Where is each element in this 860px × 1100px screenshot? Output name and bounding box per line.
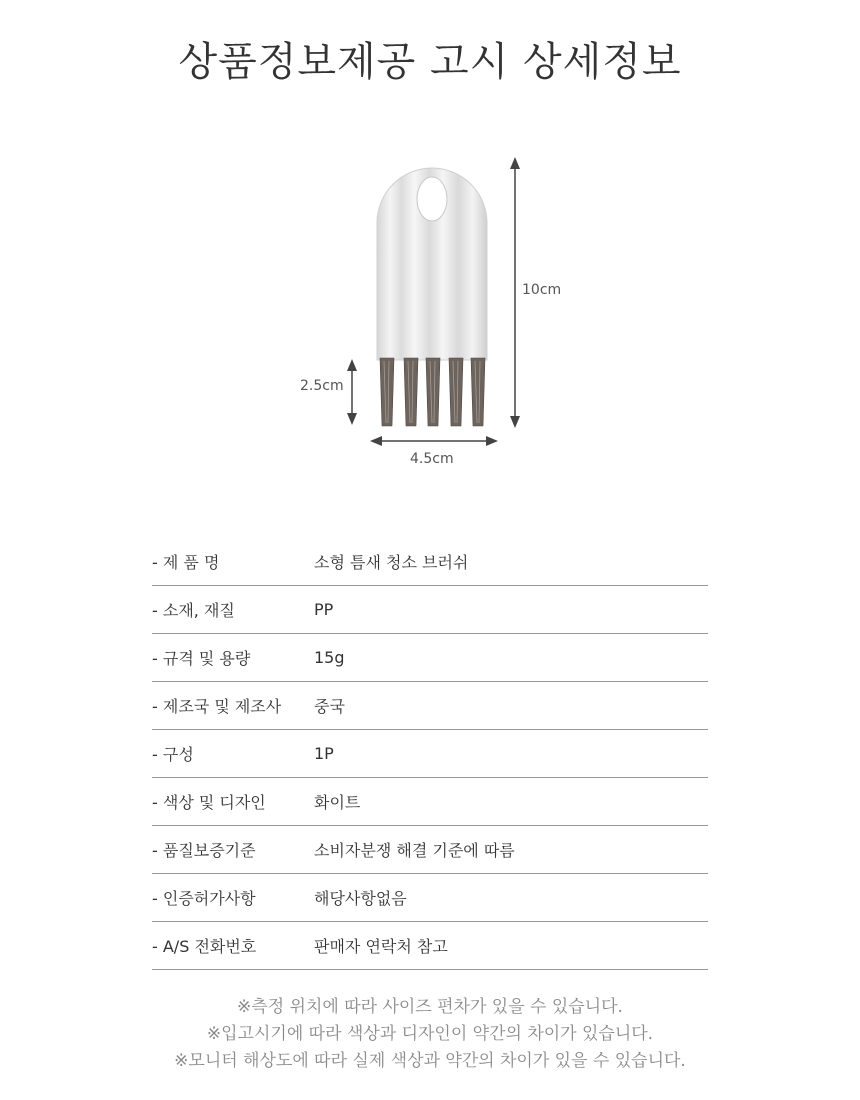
page-title: 상품정보제공 고시 상세정보 [178,39,682,85]
spec-value: PP [314,600,334,619]
spec-value: 판매자 연락처 참고 [314,937,448,956]
spec-row-certification [152,874,708,922]
height-dimension-label: 10cm [522,282,562,298]
spec-label: - 소재, 재질 [152,601,235,620]
spec-label: - 인증허가사항 [152,889,256,908]
spec-label: - 품질보증기준 [152,841,256,860]
height-dimension-arrow [510,157,520,428]
note-stock-period: ※입고시기에 따라 색상과 디자인이 약간의 차이가 있습니다. [206,1024,654,1044]
product-info-table [152,538,708,970]
spec-row-material [152,586,708,634]
bristle-dimension-label: 2.5cm [300,378,344,394]
brush-illustration [280,145,580,485]
spec-row-quality-standard [152,826,708,874]
spec-label: - 색상 및 디자인 [152,793,266,812]
disclaimer-notes [0,994,860,1075]
spec-label: - 규격 및 용량 [152,649,251,668]
spec-value: 중국 [314,697,345,716]
spec-label: - 제조국 및 제조사 [152,697,282,716]
note-measurement: ※측정 위치에 따라 사이즈 편차가 있을 수 있습니다. [237,997,623,1017]
spec-row-origin-manufacturer [152,682,708,730]
bristle-dimension-arrow [347,359,357,425]
spec-label: - 제 품 명 [152,553,220,572]
width-dimension-label: 4.5cm [410,451,454,467]
product-dimension-figure [280,145,580,485]
brush-bristles [380,358,485,426]
spec-row-as-phone [152,922,708,970]
spec-row-composition [152,730,708,778]
spec-value: 화이트 [314,793,361,812]
note-monitor-color: ※모니터 해상도에 따라 실제 색상과 약간의 차이가 있을 수 있습니다. [174,1051,686,1071]
spec-row-color-design [152,778,708,826]
spec-row-product-name [152,538,708,586]
spec-value: 15g [314,648,345,667]
spec-value: 해당사항없음 [314,889,407,908]
width-dimension-arrow [370,436,498,446]
spec-value: 소비자분쟁 해결 기준에 따름 [314,841,515,860]
spec-value: 1P [314,744,334,763]
spec-row-size-capacity [152,634,708,682]
spec-value: 소형 틈새 청소 브러쉬 [314,553,469,572]
spec-label: - 구성 [152,745,194,764]
spec-label: - A/S 전화번호 [152,937,257,956]
hanging-hole [417,177,447,221]
